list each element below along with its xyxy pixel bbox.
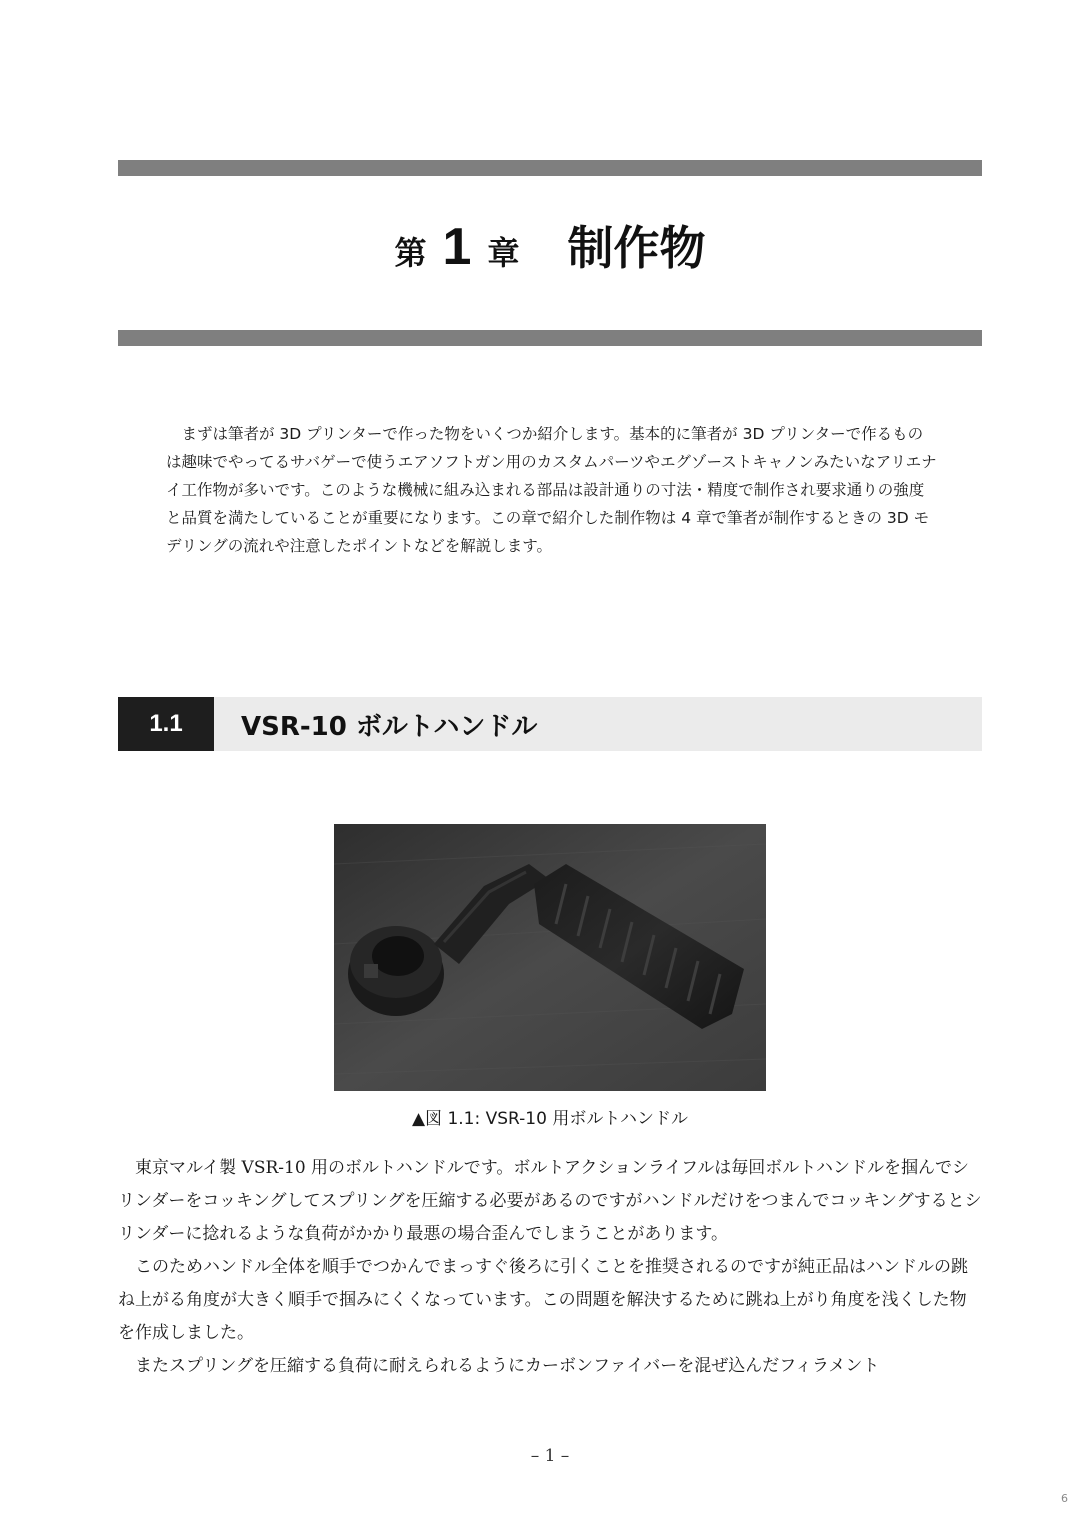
chapter-word-before: 第 bbox=[394, 234, 427, 272]
figure-caption: ▲図 1.1: VSR-10 用ボルトハンドル bbox=[411, 1109, 689, 1129]
corner-page-number: 6 bbox=[1061, 1492, 1068, 1505]
body-paragraph-3: またスプリングを圧縮する負荷に耐えられるようにカーボンファイバーを混ぜ込んだフィラメント bbox=[135, 1356, 880, 1376]
section-heading bbox=[118, 697, 982, 751]
section-title: VSR-10 ボルトハンドル bbox=[241, 711, 538, 742]
section-number: 1.1 bbox=[118, 697, 214, 751]
chapter-heading bbox=[118, 212, 982, 292]
page-number: – 1 – bbox=[530, 1446, 570, 1466]
chapter-intro bbox=[166, 420, 938, 560]
bolt-handle-photo bbox=[334, 824, 766, 1091]
chapter-title: 制作物 bbox=[567, 221, 706, 275]
body-paragraph-2: このためハンドル全体を順手でつかんでまっすぐ後ろに引くことを推奨されるのですが純正品はハンドルの跳ね上がる角度が大きく順手で掴みにくくなっています。この問題を解決するために跳ね上がり角度を浅くした物を作成しました。 bbox=[118, 1257, 968, 1343]
chapter-word-after: 章 bbox=[487, 234, 520, 272]
intro-paragraph: まずは筆者が 3D プリンターで作った物をいくつか紹介します。基本的に筆者が 3D プリンターで作るものは趣味でやってるサバゲーで使うエアソフトガン用のカスタムパーツやエグゾーストキャノンみたいなアリエナイ工作物が多いです。このような機械に組み込まれる部品は設計通りの寸法・精度で制作され要求通りの強度と品質を満たしていることが重要になります。この章で紹介した制作物は 4 章で筆者が制作するときの 3D モデリングの流れや注意したポイントなどを解説します。 bbox=[166, 425, 937, 555]
chapter-bottom-rule bbox=[118, 330, 982, 346]
chapter-top-rule bbox=[118, 160, 982, 176]
chapter-number: 1 bbox=[442, 218, 472, 276]
section-body bbox=[118, 1152, 982, 1383]
body-paragraph-1: 東京マルイ製 VSR-10 用のボルトハンドルです。ボルトアクションライフルは毎回ボルトハンドルを掴んでシリンダーをコッキングしてスプリングを圧縮する必要があるのですがハンドルだけをつまんでコッキングするとシリンダーに捻れるような負荷がかかり最悪の場合歪んでしまうことがあります。 bbox=[118, 1158, 982, 1244]
